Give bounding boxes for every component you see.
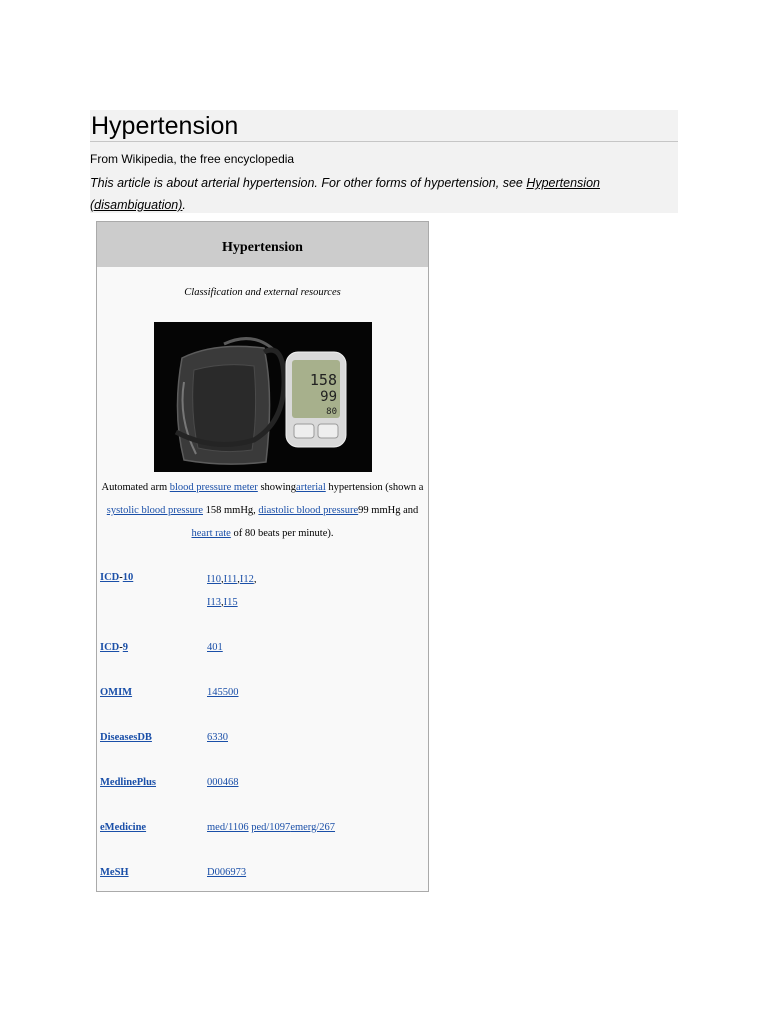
- icd-link[interactable]: ICD: [100, 642, 120, 653]
- diseasesdb-link[interactable]: DiseasesDB: [100, 732, 152, 743]
- diseasesdb-code-link[interactable]: 6330: [207, 732, 228, 743]
- row-value-icd-10: I10,I11,I12, I13,I15: [207, 574, 257, 608]
- blood-pressure-meter-link[interactable]: blood pressure meter: [169, 482, 258, 493]
- icd-10-code-link[interactable]: I12: [239, 574, 254, 585]
- image-caption: [101, 476, 424, 545]
- row-label-icd-9: ICD-9: [100, 642, 129, 653]
- row-value-omim: [207, 681, 239, 704]
- medlineplus-code-link[interactable]: 000468: [207, 777, 239, 788]
- icd-10-code-link[interactable]: I13: [207, 597, 221, 608]
- emedicine-link[interactable]: eMedicine: [100, 822, 147, 833]
- arterial-link[interactable]: arterial: [296, 482, 326, 493]
- monitor-diastolic: 99: [320, 389, 337, 405]
- row-value-diseasesdb: [207, 726, 228, 749]
- icd-10-code-link[interactable]: I15: [223, 597, 238, 608]
- systolic-blood-pressure-link[interactable]: systolic blood pressure: [106, 505, 203, 516]
- mesh-code-link[interactable]: D006973: [207, 867, 247, 878]
- hatnote-text: This article is about arterial hypertension. For other forms of hypertension, see: [90, 176, 527, 190]
- caption-text-6: of 80 beats per minute).: [230, 528, 334, 539]
- tagline: From Wikipedia, the free encyclopedia: [90, 152, 295, 166]
- medlineplus-link[interactable]: MedlinePlus: [100, 777, 157, 788]
- caption-text-2: showing: [257, 482, 297, 493]
- row-label-icd-10: ICD-10: [100, 572, 134, 583]
- page-title: Hypertension: [90, 110, 678, 142]
- icd-10-code-link[interactable]: I10: [207, 574, 221, 585]
- row-label-medlineplus: [100, 777, 156, 788]
- blood-pressure-meter-image[interactable]: [154, 322, 372, 472]
- infobox: [96, 221, 429, 892]
- omim-link[interactable]: OMIM: [100, 687, 133, 698]
- emedicine-code-link[interactable]: ped/1097: [251, 822, 291, 833]
- monitor-pulse: 80: [326, 407, 337, 417]
- heart-rate-link[interactable]: heart rate: [191, 528, 231, 539]
- caption-text-4: 158 mmHg,: [203, 505, 259, 516]
- row-label-mesh: [100, 867, 129, 878]
- monitor-systolic: 158: [309, 371, 337, 389]
- caption-text-5: 99 mmHg and: [358, 505, 419, 516]
- mesh-link[interactable]: MeSH: [100, 867, 129, 878]
- hatnote-link-text-1: Hypertension: [526, 176, 600, 190]
- icd-10-link[interactable]: 10: [122, 572, 134, 583]
- icd-9-link[interactable]: 9: [122, 642, 129, 653]
- icd-9-code-link[interactable]: 401: [207, 642, 223, 653]
- hatnote: [90, 172, 630, 216]
- row-value-icd-9: [207, 636, 223, 659]
- diastolic-blood-pressure-link[interactable]: diastolic blood pressure: [258, 505, 359, 516]
- row-label-omim: [100, 687, 132, 698]
- row-label-emedicine: [100, 822, 146, 833]
- blood-pressure-meter-illustration: [154, 322, 372, 472]
- infobox-subtitle: Classification and external resources: [184, 287, 341, 298]
- omim-code-link[interactable]: 145500: [207, 687, 239, 698]
- caption-text-3: hypertension (shown a: [325, 482, 424, 493]
- icd-10-code-link[interactable]: I11: [223, 574, 238, 585]
- caption-text-1: Automated arm: [101, 482, 170, 493]
- row-value-mesh: [207, 861, 246, 884]
- article-header: [90, 110, 678, 213]
- row-label-diseasesdb: [100, 732, 152, 743]
- row-value-emedicine: [207, 816, 335, 839]
- emedicine-code-link[interactable]: med/1106: [207, 822, 249, 833]
- icd-link[interactable]: ICD: [100, 572, 120, 583]
- infobox-title: Hypertension: [97, 222, 428, 267]
- hatnote-end: .: [182, 198, 186, 212]
- emedicine-code-link[interactable]: emerg/267: [290, 822, 336, 833]
- row-value-medlineplus: [207, 771, 239, 794]
- hatnote-link-text-2: (disambiguation): [90, 198, 183, 212]
